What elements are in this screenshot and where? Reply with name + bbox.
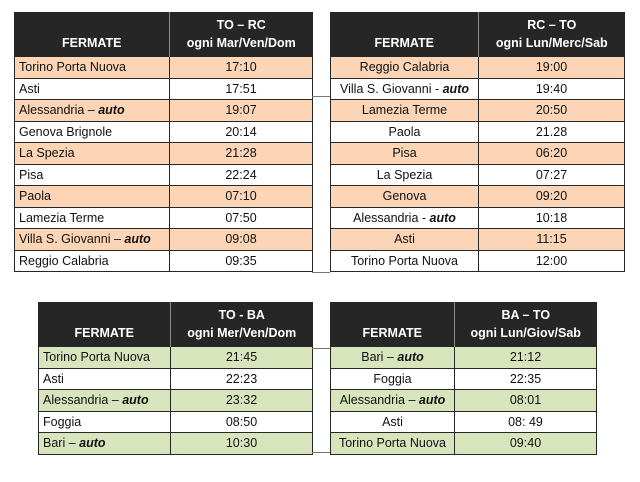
auto-label: auto [397, 350, 424, 365]
stop-cell: Lamezia Terme [15, 207, 170, 229]
stop-cell: Asti [15, 78, 170, 100]
stop-cell: Asti [331, 229, 479, 251]
stop-cell: Torino Porta Nuova [39, 347, 171, 369]
time-cell: 20:50 [479, 100, 625, 122]
time-cell: 23:32 [171, 390, 313, 412]
stop-cell: Reggio Calabria [331, 57, 479, 79]
auto-label: auto [418, 393, 446, 408]
time-cell: 22:23 [171, 368, 313, 390]
time-cell: 10:18 [479, 207, 625, 229]
stop-cell: Torino Porta Nuova [15, 57, 170, 79]
stop-cell: La Spezia [15, 143, 170, 165]
time-cell: 07:27 [479, 164, 625, 186]
stop-cell: Pisa [15, 164, 170, 186]
stop-cell: Foggia [39, 411, 171, 433]
stop-cell: Alessandria – auto [39, 390, 171, 412]
time-cell: 12:00 [479, 250, 625, 272]
timetable-to-ba [38, 302, 313, 455]
stop-cell: Torino Porta Nuova [331, 433, 455, 455]
stop-cell: Asti [39, 368, 171, 390]
table-connector [312, 272, 330, 273]
timetable-rc-to [330, 12, 625, 272]
time-cell: 11:15 [479, 229, 625, 251]
stop-cell: Alessandria – auto [15, 100, 170, 122]
time-cell: 21:12 [455, 347, 597, 369]
stops-header: FERMATE [74, 326, 134, 340]
auto-label: auto [98, 103, 125, 118]
days-header: ogni Lun/Giov/Sab [455, 324, 597, 347]
auto-label: auto [122, 393, 149, 408]
auto-label: auto [442, 81, 469, 96]
stop-cell: Lamezia Terme [331, 100, 479, 122]
time-cell: 21:28 [170, 143, 313, 165]
auto-label: auto [124, 232, 151, 247]
table-connector [312, 96, 330, 97]
header-empty [39, 302, 171, 324]
time-cell: 17:51 [170, 78, 313, 100]
time-cell: 08:50 [171, 411, 313, 433]
stop-cell: Asti [331, 411, 455, 433]
time-cell: 06:20 [479, 143, 625, 165]
time-cell: 07:50 [170, 207, 313, 229]
time-cell: 20:14 [170, 121, 313, 143]
time-cell: 08:01 [455, 390, 597, 412]
stop-cell: Reggio Calabria [15, 250, 170, 272]
stop-cell: Villa S. Giovanni – auto [15, 229, 170, 251]
stop-cell: Alessandria - auto [331, 207, 479, 229]
time-cell: 19:07 [170, 100, 313, 122]
days-header: ogni Mer/Ven/Dom [171, 324, 313, 347]
route-title: TO - BA [171, 302, 313, 324]
time-cell: 09:20 [479, 186, 625, 208]
stop-cell: Villa S. Giovanni - auto [331, 78, 479, 100]
days-header: ogni Lun/Merc/Sab [479, 34, 625, 57]
route-title: RC – TO [479, 12, 625, 34]
stop-cell: Paola [15, 186, 170, 208]
stop-cell: Genova [331, 186, 479, 208]
table-connector [312, 452, 330, 453]
stop-cell: Bari – auto [331, 347, 455, 369]
time-cell: 22:35 [455, 368, 597, 390]
time-cell: 08: 49 [455, 411, 597, 433]
stops-header: FERMATE [62, 36, 122, 50]
header-empty [15, 12, 170, 34]
time-cell: 17:10 [170, 57, 313, 79]
table-connector [312, 348, 330, 349]
stop-cell: Genova Brignole [15, 121, 170, 143]
timetable-ba-to [330, 302, 597, 455]
time-cell: 09:08 [170, 229, 313, 251]
time-cell: 07:10 [170, 186, 313, 208]
time-cell: 09:40 [455, 433, 597, 455]
time-cell: 10:30 [171, 433, 313, 455]
stop-cell: Alessandria – auto [331, 390, 455, 412]
time-cell: 19:00 [479, 57, 625, 79]
route-title: TO – RC [170, 12, 313, 34]
days-header: ogni Mar/Ven/Dom [170, 34, 313, 57]
stops-header: FERMATE [374, 36, 434, 50]
time-cell: 19:40 [479, 78, 625, 100]
auto-label: auto [429, 210, 456, 225]
auto-label: auto [79, 436, 106, 451]
route-title: BA – TO [455, 302, 597, 324]
stop-cell: Paola [331, 121, 479, 143]
time-cell: 09:35 [170, 250, 313, 272]
stop-cell: Bari – auto [39, 433, 171, 455]
stops-header: FERMATE [362, 326, 422, 340]
time-cell: 21:45 [171, 347, 313, 369]
timetable-to-rc [14, 12, 313, 272]
header-empty [331, 12, 479, 34]
time-cell: 22:24 [170, 164, 313, 186]
stop-cell: Pisa [331, 143, 479, 165]
time-cell: 21.28 [479, 121, 625, 143]
stop-cell: La Spezia [331, 164, 479, 186]
header-empty [331, 302, 455, 324]
stop-cell: Foggia [331, 368, 455, 390]
stop-cell: Torino Porta Nuova [331, 250, 479, 272]
